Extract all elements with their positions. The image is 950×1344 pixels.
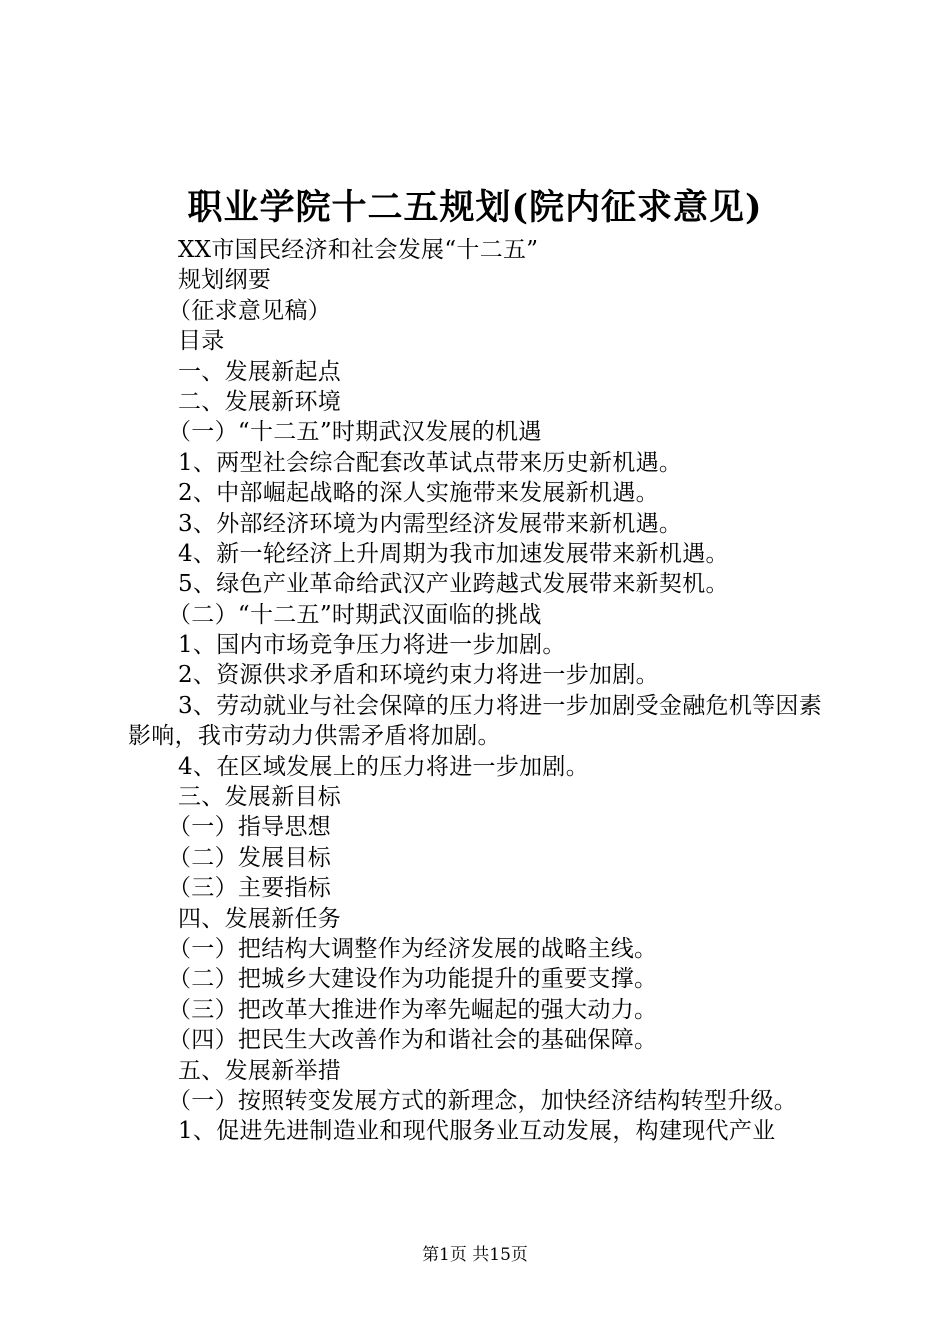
document-title: 职业学院十二五规划(院内征求意见) — [187, 187, 763, 228]
text-line: 四、发展新任务 — [178, 905, 342, 932]
text-line: 三、发展新目标 — [178, 784, 342, 811]
text-line: （征求意见稿） — [168, 297, 332, 324]
text-line: 一、发展新起点 — [178, 358, 342, 385]
text-line: （一）指导思想 — [168, 814, 332, 841]
text-line: 1、促进先进制造业和现代服务业互动发展，构建现代产业 — [178, 1118, 776, 1145]
text-line: 4、在区域发展上的压力将进一步加剧。 — [178, 753, 590, 780]
text-line: （二）发展目标 — [168, 844, 332, 871]
text-line: （四）把民生大改善作为和谐社会的基础保障。 — [168, 1027, 658, 1054]
text-line: 规划纲要 — [178, 267, 272, 294]
text-line: （二）“十二五”时期武汉面临的挑战 — [168, 601, 542, 628]
text-line: （一）把结构大调整作为经济发展的战略主线。 — [168, 936, 658, 963]
text-line: 1、两型社会综合配套改革试点带来历史新机遇。 — [178, 449, 683, 476]
text-line: （三）把改革大推进作为率先崛起的强大动力。 — [168, 996, 658, 1023]
text-line: 4、新一轮经济上升周期为我市加速发展带来新机遇。 — [178, 540, 729, 567]
text-line: （一）“十二五”时期武汉发展的机遇 — [168, 419, 542, 446]
text-line: 2、中部崛起战略的深人实施带来发展新机遇。 — [178, 480, 659, 507]
text-paragraph: 3、劳动就业与社会保障的压力将进一步加剧受金融危机等因素影响，我市劳动力供需矛盾将加剧。 — [128, 692, 823, 750]
text-paragraph: （一）按照转变发展方式的新理念，加快经济结构转型升级。 — [168, 1087, 798, 1114]
text-line: （三）主要指标 — [168, 875, 332, 902]
page-footer: 第1页 共15页 — [422, 1245, 528, 1265]
text-line: 五、发展新举措 — [178, 1057, 342, 1084]
text-line: 1、国内市场竞争压力将进一步加剧。 — [178, 632, 566, 659]
text-line: 5、绿色产业革命给武汉产业跨越式发展带来新契机。 — [178, 571, 729, 598]
text-line: （二）把城乡大建设作为功能提升的重要支撑。 — [168, 966, 658, 993]
text-line: 2、资源供求矛盾和环境约束力将进一步加剧。 — [178, 662, 659, 689]
text-line: XX市国民经济和社会发展“十二五” — [178, 237, 539, 263]
text-line: 目录 — [178, 328, 225, 355]
text-line: 3、外部经济环境为内需型经济发展带来新机遇。 — [178, 510, 683, 537]
document-body — [128, 235, 833, 1147]
text-line: 二、发展新环境 — [178, 388, 342, 415]
